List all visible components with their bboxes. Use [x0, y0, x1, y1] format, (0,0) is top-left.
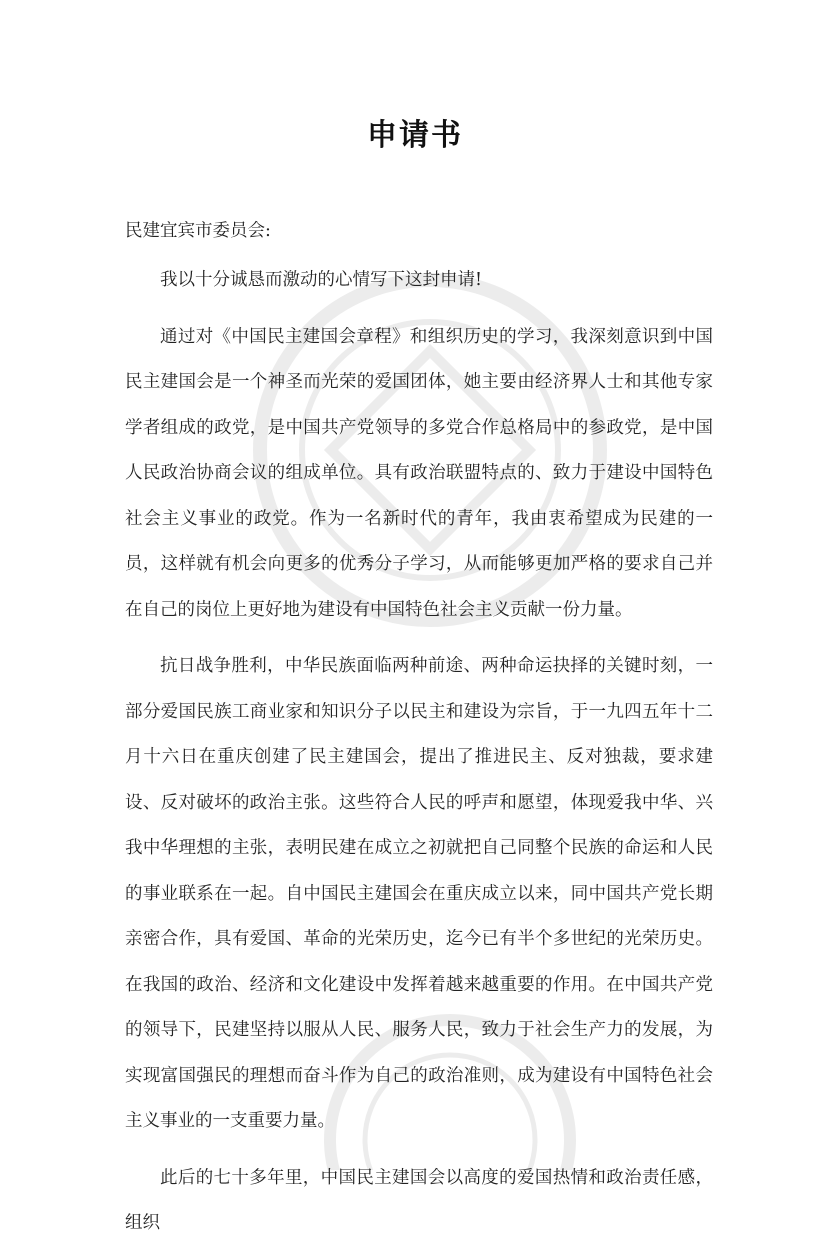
- paragraph-continuation: 此后的七十多年里，中国民主建国会以高度的爱国热情和政治责任感，组织: [125, 1167, 713, 1233]
- paragraph-opening: 我以十分诚恳而激动的心情写下这封申请!: [160, 270, 483, 290]
- page-title: 申请书: [367, 118, 463, 153]
- salutation: 民建宜宾市委员会:: [125, 221, 271, 241]
- paragraph-understanding: 通过对《中国民主建国会章程》和组织历史的学习，我深刻意识到中国民主建国会是一个神圣而光荣的爱国团体，她主要由经济界人士和其他专家学者组成的政党，是中国共产党领导的多党合作总格局中的参政党，是中国人民政治协商会议的组成单位。具有政治联盟特点的、致力于建设中国特色社会主义事业的政党。作为一名新时代的青年，我由衷希望成为民建的一员，这样就有机会向更多的优秀分子学习，从而能够更加严格的要求自己并在自己的岗位上更好地为建设有中国特色社会主义贡献一份力量。: [125, 326, 713, 620]
- body-text: [125, 258, 713, 1258]
- paragraph-history: 抗日战争胜利，中华民族面临两种前途、两种命运抉择的关键时刻，一部分爱国民族工商业家和知识分子以民主和建设为宗旨，于一九四五年十二月十六日在重庆创建了民主建国会，提出了推进民主、反对独裁，要求建设、反对破坏的政治主张。这些符合人民的呼声和愿望，体现爱我中华、兴我中华理想的主张，表明民建在成立之初就把自己同整个民族的命运和人民的事业联系在一起。自中国民主建国会在重庆成立以来，同中国共产党长期亲密合作，具有爱国、革命的光荣历史，迄今已有半个多世纪的光荣历史。在我国的政治、经济和文化建设中发挥着越来越重要的作用。在中国共产党的领导下，民建坚持以服从人民、服务人民，致力于社会生产力的发展，为实现富国强民的理想而奋斗作为自己的政治准则，成为建设有中国特色社会主义事业的一支重要力量。: [125, 656, 713, 1131]
